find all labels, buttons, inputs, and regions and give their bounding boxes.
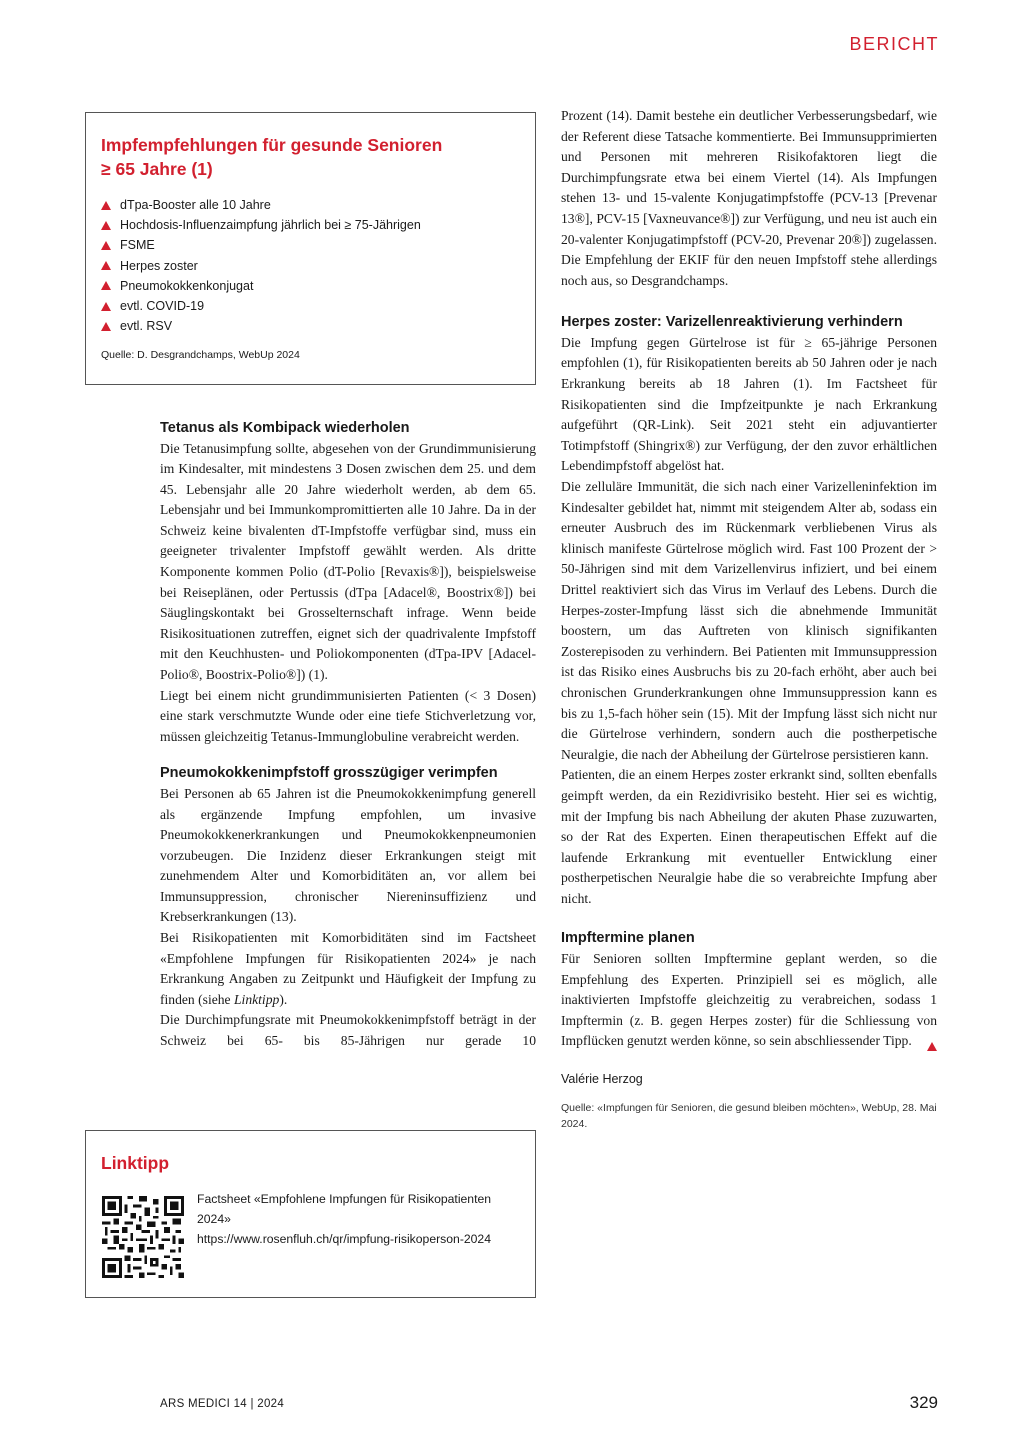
list-item-text: dTpa-Booster alle 10 Jahre <box>120 198 271 212</box>
herpes-paragraph-2: Die zelluläre Immunität, die sich nach einer Varizelleninfektion im Kindesalter gebildet hat, nimmt mit steigendem Alter ab, sodass ein erneuter Ausbruch des im Rückenmark verbliebenen Virus als klinisch manifeste Gürtelrose möglich wird. Fast 100 Prozent der > 50-Jährigen sind mit dem Varizellenvirus infiziert, und bei einem Drittel reaktiviert sich das Virus im Verlauf des Lebens. Durch die Herpes-zoster-Impfung lässt sich die abnehmende Immunität boostern, um das Auftreten von klinisch signifikanten Zosterepisoden zu verhindern. Bei Patienten mit Immunsuppression ist das Risiko eines Ausbruchs bis zu 20-fach erhöht, aber auch bei chronischen Grunderkrankungen ohne Immunsuppression kann es bis zu 1,5-fach höher sein (15). Mit der Impfung lässt sich nicht nur die Gürtelrose verhindern, sondern auch die postherpetische Neuralgie, die nach der Abheilung der Gürtelrose persistieren kann. <box>561 479 937 762</box>
recommendations-box <box>85 112 536 385</box>
pneumo-paragraph-2-text: Bei Risikopatienten mit Komorbiditäten sind im Factsheet «Empfohlene Impfungen für Risikopatienten 2024» je nach Erkrankung Angaben zu Zeitpunkt und Häufigkeit der Impfung zu finden (siehe <box>160 930 536 1007</box>
linktipp-title: Linktipp <box>101 1153 170 1173</box>
list-item-text: Hochdosis-Influenzaimpfung jährlich bei ≥ 75-Jährigen <box>120 218 421 233</box>
tetanus-paragraph-2: Liegt bei einem nicht grundimmunisierten Patienten (< 3 Dosen) eine stark verschmutzte Wunde oder eine tiefe Stichverletzung vor, müssen gleichzeitig Tetanus-Immunglobuline verabreicht werden. <box>160 687 536 744</box>
pneumo-paragraph-1: Bei Personen ab 65 Jahren ist die Pneumokokkenimpfung generell als ergänzende Impfung empfohlen, um invasive Pneumokokkenerkrankungen und Pneumokokkenpneumonien vorzubeugen. Die Inzidenz dieser Erkrankungen steigt mit zunehmendem Alter und Komorbiditäten an, vor allem bei Immunsuppression, chronischer Niereninsuffizienz und Krebserkrankungen (13). <box>160 785 536 925</box>
list-item <box>101 195 520 215</box>
list-item <box>101 296 520 316</box>
recommendations-title <box>101 133 520 181</box>
list-item <box>101 256 520 276</box>
qr-code-icon[interactable] <box>102 1196 184 1278</box>
pneumo-paragraph-2-end: ). <box>279 991 288 1007</box>
section-label: BERICHT <box>849 34 939 54</box>
left-column <box>160 418 536 1052</box>
recommendations-title-line1: Impfempfehlungen für gesunde Senioren <box>101 135 443 155</box>
list-item-text: Herpes zoster <box>120 258 198 273</box>
article-source: Quelle: «Impfungen für Senioren, die gesund bleiben möchten», WebUp, 28. Mai 2024. <box>561 1101 937 1130</box>
recommendations-title-line2: ≥ 65 Jahre (1) <box>101 159 213 179</box>
factsheet-title: Factsheet «Empfohlene Impfungen für Risikopatienten 2024» <box>197 1192 492 1226</box>
list-item <box>101 316 520 336</box>
tetanus-paragraph-1: Die Tetanusimpfung sollte, abgesehen von der Grundimmunisierung im Kindesalter, mit mindestens 3 Dosen zwischen dem 25. und dem 45. Lebensjahr alle 20 Jahre wiederholt werden, ab dem 65. Lebensjahr und bei Immunkompromittierten alle 10 Jahre. Da in der Schweiz keine bivalenten dT-Impfstoffe verfügbar sind, muss ein geeigneter trivalenter Impfstoff gewählt werden. Als dritte Komponente kommen Polio (dT-Polio [Revaxis®]), beispielsweise bei Reiseplänen, oder Pertussis (dTpa [Adacel®, Boostrix®]) bei Säuglingskontakt bei Grosselternschaft infrage. Wenn beide Risikosituationen zutreffen, eignet sich der quadrivalente Impfstoff mit den Keuchhusten- und Poliokomponenten (dTpa-IPV [Adacel-Polio®, Boostrix-Polio®]) (1). <box>160 440 536 683</box>
list-item <box>101 215 520 235</box>
recommendations-source: Quelle: D. Desgrandchamps, WebUp 2024 <box>101 349 300 362</box>
red-triangle-icon <box>101 322 111 331</box>
right-column <box>561 106 937 1132</box>
footer-journal: ARS MEDICI 14 | 2024 <box>160 1398 285 1410</box>
linktipp-box <box>85 1130 536 1298</box>
herpes-heading: Herpes zoster: Varizellenreaktivierung verhindern <box>561 314 903 331</box>
pneumo-paragraph-3: Die Durchimpfungsrate mit Pneumokokkenimpfstoff beträgt in der Schweiz bei 65- bis 85-Jährigen nur gerade 10 <box>160 1012 536 1049</box>
red-triangle-icon <box>101 241 111 250</box>
pneumo-heading: Pneumokokkenimpfstoff grosszügiger verimpfen <box>160 765 498 782</box>
red-triangle-icon <box>927 1042 937 1051</box>
list-item <box>101 235 520 255</box>
list-item-text: evtl. RSV <box>120 319 173 334</box>
linktipp-text <box>197 1189 527 1249</box>
list-item-text: FSME <box>120 238 155 253</box>
red-triangle-icon <box>101 281 111 290</box>
recommendations-list <box>101 195 520 336</box>
list-item-text: evtl. COVID-19 <box>120 299 205 314</box>
termine-heading: Impftermine planen <box>561 930 695 947</box>
tetanus-heading: Tetanus als Kombipack wiederholen <box>160 420 410 436</box>
list-item-text: Pneumokokkenkonjugat <box>120 278 254 293</box>
list-item <box>101 276 520 296</box>
author: Valérie Herzog <box>561 1071 643 1086</box>
herpes-paragraph-3: Patienten, die an einem Herpes zoster erkrankt sind, sollten ebenfalls geimpft werden, da ein Rezidivrisiko besteht. Hier sei es wichtig, mit der Impfung bis nach Abheilung der akuten Phase zuzuwarten, so der Rat des Experten. Einen therapeutischen Effekt auf die laufende Erkrankung mit eventueller Entwicklung einer postherpetischen Neuralgie habe die so verabreichte Impfung aber nicht. <box>561 767 937 906</box>
termine-paragraph-text: Für Senioren sollten Impftermine geplant werden, so die Empfehlung des Experten. Prinzipiell sei es möglich, alle inaktivierten Impfstoffe gleichzeitig zu verabreichen, sodass 1 Impftermin (z. B. gegen Herpes zoster) für die Schliessung von Impflücken genutzt werden könne, so sein abschliessender Tipp. <box>561 950 937 1049</box>
termine-paragraph <box>561 949 937 1052</box>
red-triangle-icon <box>101 221 111 230</box>
red-triangle-icon <box>101 302 111 311</box>
linktipp-reference: Linktipp <box>233 991 280 1007</box>
pneumo-paragraph-2 <box>160 928 536 1010</box>
pneumo-continuation: Prozent (14). Damit bestehe ein deutlicher Verbesserungsbedarf, wie der Referent diese Tatsache kommentierte. Bei Immunsupprimierten und Personen mit mehreren Risikofaktoren liegt die Durchimpfungsrate etwa bei einem Viertel (14). Als Impfungen stehen 13- und 15-valente Konjugatimpfstoffe (PCV-13 [Prevenar 13®], PCV-15 [Vaxneuvance®]) zur Verfügung, und neu ist auch ein 20-valenter Konjugatimpfstoff (PCV-20, Prevenar 20®]) zugelassen. Die Empfehlung der EKIF für den neuen Impfstoff stehe allerdings noch aus, so Desgrandchamps. <box>561 108 937 288</box>
factsheet-url-link[interactable]: https://www.rosenfluh.ch/qr/impfung-risikoperson-2024 <box>197 1232 491 1246</box>
page-number: 329 <box>909 1393 938 1412</box>
red-triangle-icon <box>101 201 111 210</box>
herpes-paragraph-1: Die Impfung gegen Gürtelrose ist für ≥ 65-jährige Personen empfohlen (1), für Risikopatienten bereits ab 50 Jahren oder je nach Erkrankung bereits ab 18 Jahren (1). Im Factsheet für Risikopatienten sind die Impfzeitpunkte je nach Erkrankung aufgeführt (QR-Link). Seit 2021 steht ein adjuvantierter Totimpfstoff (Shingrix®) zur Verfügung, der den zuvor erhältlichen Lebendimpfstoff abgelöst hat. <box>561 334 937 474</box>
red-triangle-icon <box>101 261 111 270</box>
